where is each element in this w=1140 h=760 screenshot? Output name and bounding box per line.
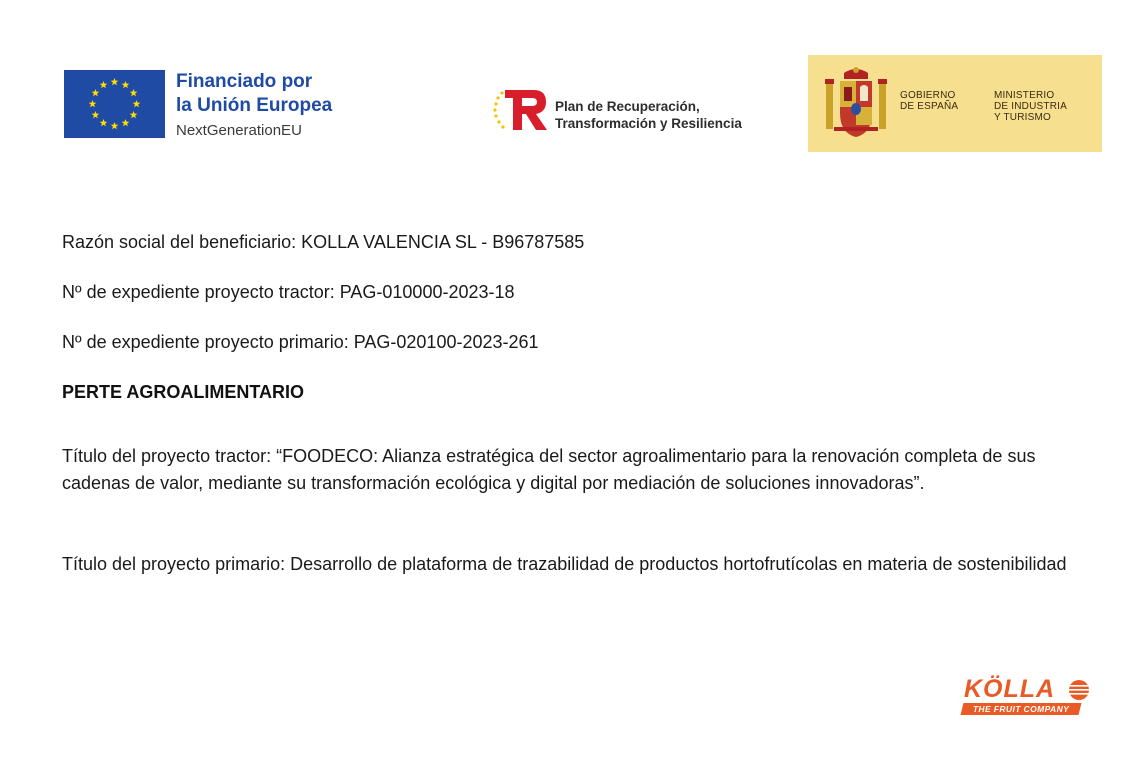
kolla-logo [960,674,1096,718]
primary-project-title: Título del proyecto primario: Desarrollo de plataforma de trazabilidad de productos hortofrutícolas en materia de sostenibilidad [62,554,1067,574]
eu-star-icon [100,81,108,88]
ministry-line2: DE INDUSTRIA [994,101,1067,112]
eu-star-icon [111,78,119,85]
kolla-tagline: THE FRUIT COMPANY [972,704,1070,714]
government-line1: GOBIERNO [900,90,956,101]
eu-star-icon [92,111,100,118]
recovery-plan-line2: Transformación y Resiliencia [555,116,742,131]
eu-star-icon [89,100,97,107]
ministry-line1: MINISTERIO [994,90,1055,101]
government-line2: DE ESPAÑA [900,101,959,112]
kolla-wordmark: KÖLLA [964,675,1056,703]
eu-star-icon [92,89,100,96]
recovery-plan-mark-icon [492,84,552,136]
eu-logo-line3: NextGenerationEU [176,122,302,139]
eu-star-icon [111,122,119,129]
eu-star-icon [122,119,130,126]
recovery-plan-line1: Plan de Recuperación, [555,99,700,114]
tractor-file-number: Nº de expediente proyecto tractor: PAG-010000-2023-18 [62,282,515,302]
eu-star-icon [130,111,138,118]
eu-star-icon [130,89,138,96]
ministry-line3: Y TURISMO [994,112,1051,123]
eu-logo-line2: la Unión Europea [176,95,333,116]
tractor-project-title: Título del proyecto tractor: “FOODECO: Alianza estratégica del sector agroalimentario para la renovación completa de sus cadenas de valor, mediante su transformación ecológica y digital por mediación de soluciones innovadoras”. [62,446,1036,493]
beneficiary-name: Razón social del beneficiario: KOLLA VALENCIA SL - B96787585 [62,232,585,252]
eu-funding-logo [64,70,364,140]
perte-heading: PERTE AGROALIMENTARIO [62,382,304,402]
eu-flag-icon [64,70,165,138]
eu-star-icon [100,119,108,126]
recovery-plan-logo [492,84,782,136]
kolla-fruit-icon [1066,679,1092,701]
government-ministry-logo [808,55,1102,152]
eu-star-icon [133,100,141,107]
spain-coat-of-arms-icon [824,65,888,143]
eu-logo-line1: Financiado por [176,71,313,92]
primary-file-number: Nº de expediente proyecto primario: PAG-020100-2023-261 [62,332,539,352]
eu-star-icon [122,81,130,88]
